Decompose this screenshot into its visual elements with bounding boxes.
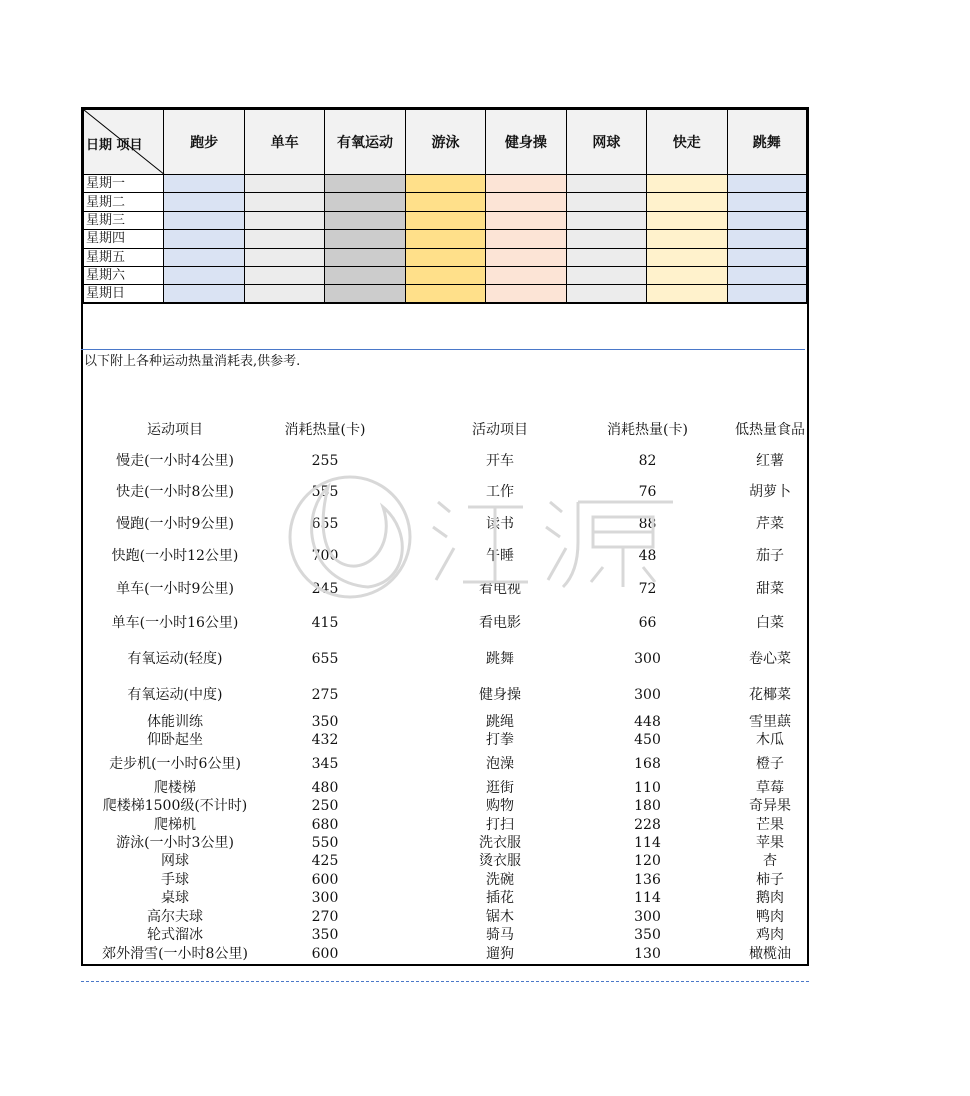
- activity-calories[interactable]: 180: [634, 798, 661, 814]
- table-row: [0, 908, 970, 926]
- exercise-name[interactable]: 桌球: [161, 890, 189, 906]
- schedule-cell[interactable]: [405, 175, 485, 193]
- exercise-calories[interactable]: 275: [311, 687, 339, 703]
- activity-name[interactable]: 打扫: [486, 817, 514, 833]
- activity-name[interactable]: 锯木: [486, 909, 514, 925]
- schedule-cell[interactable]: [164, 175, 244, 193]
- activity-name[interactable]: 插花: [486, 890, 514, 906]
- schedule-row: [84, 248, 807, 266]
- low-cal-food[interactable]: 鸭肉: [756, 909, 784, 925]
- schedule-cell[interactable]: [727, 175, 807, 193]
- low-cal-food[interactable]: 杏: [763, 853, 777, 869]
- activity-name[interactable]: 遛狗: [486, 946, 514, 962]
- corner-label: 日期 项目: [86, 138, 143, 153]
- col-header-dance[interactable]: 跳舞: [727, 110, 807, 175]
- exercise-calories[interactable]: 255: [311, 453, 339, 469]
- activity-calories[interactable]: 114: [634, 835, 661, 851]
- low-cal-food[interactable]: 苹果: [756, 835, 784, 851]
- activity-calories[interactable]: 450: [634, 732, 661, 748]
- schedule-cell[interactable]: [244, 175, 324, 193]
- table-row: [0, 945, 970, 963]
- activity-name[interactable]: 烫衣服: [479, 853, 521, 869]
- exercise-calories[interactable]: 432: [311, 732, 339, 748]
- schedule-cell[interactable]: [486, 193, 566, 211]
- exercise-name[interactable]: 高尔夫球: [147, 909, 203, 925]
- table-row: [0, 755, 970, 773]
- col-header-aerobics[interactable]: 有氧运动: [325, 110, 405, 175]
- table-row: [0, 797, 970, 815]
- exercise-name[interactable]: 快走(一小时8公里): [116, 484, 234, 500]
- table-row: [0, 852, 970, 870]
- schedule-row: [84, 193, 807, 211]
- low-cal-food[interactable]: 鹅肉: [756, 890, 784, 906]
- activity-calories[interactable]: 168: [634, 756, 661, 772]
- low-cal-food[interactable]: 木瓜: [756, 732, 784, 748]
- exercise-name[interactable]: 有氧运动(轻度): [127, 651, 223, 667]
- exercise-name[interactable]: 手球: [161, 872, 189, 888]
- activity-name[interactable]: 健身操: [479, 687, 521, 703]
- activity-name[interactable]: 洗碗: [486, 872, 514, 888]
- schedule-cell[interactable]: [486, 175, 566, 193]
- schedule-cell[interactable]: [164, 193, 244, 211]
- activity-name[interactable]: 泡澡: [486, 756, 514, 772]
- schedule-cell[interactable]: [244, 230, 324, 248]
- exercise-calories[interactable]: 680: [311, 817, 339, 833]
- exercise-calories[interactable]: 350: [311, 927, 339, 943]
- low-cal-food[interactable]: 橙子: [756, 756, 784, 772]
- schedule-cell[interactable]: [486, 248, 566, 266]
- schedule-cell[interactable]: [566, 285, 646, 304]
- day-label-cell[interactable]: 星期五: [84, 248, 164, 266]
- activity-calories[interactable]: 72: [638, 581, 657, 597]
- exercise-calories[interactable]: 250: [311, 798, 339, 814]
- exercise-calories[interactable]: 600: [311, 872, 339, 888]
- schedule-row: [84, 285, 807, 304]
- day-label-cell[interactable]: 星期日: [84, 285, 164, 304]
- table-row: [0, 926, 970, 944]
- calorie-header-cell[interactable]: 运动项目: [147, 422, 203, 438]
- schedule-cell[interactable]: [325, 230, 405, 248]
- exercise-name[interactable]: 爬楼梯: [154, 780, 196, 796]
- schedule-cell[interactable]: [727, 193, 807, 211]
- activity-name[interactable]: 洗衣服: [479, 835, 521, 851]
- table-row: [0, 889, 970, 907]
- schedule-cell[interactable]: [405, 230, 485, 248]
- exercise-name[interactable]: 单车(一小时16公里): [111, 615, 239, 631]
- exercise-name[interactable]: 仰卧起坐: [147, 732, 203, 748]
- schedule-cell[interactable]: [244, 193, 324, 211]
- activity-name[interactable]: 购物: [486, 798, 514, 814]
- activity-calories[interactable]: 300: [634, 909, 661, 925]
- exercise-name[interactable]: 快跑(一小时12公里): [111, 548, 239, 564]
- calorie-header-cell[interactable]: 消耗热量(卡): [607, 422, 688, 438]
- exercise-calories[interactable]: 245: [311, 581, 339, 597]
- activity-calories[interactable]: 228: [634, 817, 661, 833]
- activity-name[interactable]: 读书: [486, 516, 514, 532]
- col-header-fitness[interactable]: 健身操: [486, 110, 566, 175]
- schedule-cell[interactable]: [566, 266, 646, 284]
- schedule-cell[interactable]: [566, 193, 646, 211]
- schedule-cell[interactable]: [647, 266, 727, 284]
- exercise-calories[interactable]: 425: [311, 853, 339, 869]
- exercise-name[interactable]: 爬楼梯1500级(不计时): [102, 798, 248, 814]
- low-cal-food[interactable]: 芹菜: [756, 516, 784, 532]
- low-cal-food[interactable]: 红薯: [756, 453, 784, 469]
- schedule-cell[interactable]: [647, 175, 727, 193]
- exercise-calories[interactable]: 655: [311, 651, 339, 667]
- schedule-cell[interactable]: [405, 211, 485, 229]
- day-label-cell[interactable]: 星期四: [84, 230, 164, 248]
- exercise-calories[interactable]: 555: [311, 484, 339, 500]
- calorie-header-cell[interactable]: 低热量食品: [735, 422, 805, 438]
- exercise-name[interactable]: 慢跑(一小时9公里): [116, 516, 234, 532]
- activity-name[interactable]: 骑马: [486, 927, 514, 943]
- reference-note: 以下附上各种运动热量消耗表,供参考.: [84, 354, 301, 369]
- exercise-name[interactable]: 慢走(一小时4公里): [116, 453, 234, 469]
- schedule-cell[interactable]: [647, 230, 727, 248]
- table-row: [0, 871, 970, 889]
- schedule-cell[interactable]: [566, 248, 646, 266]
- exercise-name[interactable]: 爬梯机: [154, 817, 196, 833]
- exercise-calories[interactable]: 550: [311, 835, 339, 851]
- table-row: [0, 731, 970, 749]
- day-label-cell[interactable]: 星期三: [84, 211, 164, 229]
- activity-calories[interactable]: 136: [634, 872, 661, 888]
- schedule-cell[interactable]: [164, 248, 244, 266]
- exercise-name[interactable]: 体能训练: [147, 714, 203, 730]
- schedule-cell[interactable]: [244, 211, 324, 229]
- exercise-calories[interactable]: 600: [311, 946, 339, 962]
- schedule-cell[interactable]: [486, 266, 566, 284]
- table-row: [0, 713, 970, 731]
- schedule-cell[interactable]: [164, 285, 244, 304]
- schedule-cell[interactable]: [647, 285, 727, 304]
- schedule-header-row: [84, 110, 807, 175]
- exercise-name[interactable]: 郊外滑雪(一小时8公里): [102, 946, 248, 962]
- schedule-cell[interactable]: [486, 211, 566, 229]
- corner-cell[interactable]: [84, 110, 164, 175]
- schedule-cell[interactable]: [405, 285, 485, 304]
- activity-calories[interactable]: 448: [634, 714, 661, 730]
- low-cal-food[interactable]: 茄子: [756, 548, 784, 564]
- day-label-cell[interactable]: 星期二: [84, 193, 164, 211]
- activity-name[interactable]: 工作: [486, 484, 514, 500]
- schedule-cell[interactable]: [727, 211, 807, 229]
- activity-name[interactable]: 开车: [486, 453, 514, 469]
- col-header-swimming[interactable]: 游泳: [405, 110, 485, 175]
- col-header-running[interactable]: 跑步: [164, 110, 244, 175]
- weekly-schedule-table: [83, 109, 807, 304]
- schedule-cell[interactable]: [727, 285, 807, 304]
- col-header-cycling[interactable]: 单车: [244, 110, 324, 175]
- table-row: [0, 452, 970, 470]
- schedule-cell[interactable]: [325, 248, 405, 266]
- schedule-cell[interactable]: [566, 175, 646, 193]
- exercise-calories[interactable]: 300: [311, 890, 339, 906]
- table-row: [0, 580, 970, 598]
- schedule-cell[interactable]: [164, 230, 244, 248]
- schedule-cell[interactable]: [727, 230, 807, 248]
- low-cal-food[interactable]: 柿子: [756, 872, 784, 888]
- calorie-header-cell[interactable]: 消耗热量(卡): [284, 422, 366, 438]
- table-row: [0, 779, 970, 797]
- low-cal-food[interactable]: 草莓: [756, 780, 784, 796]
- table-row: [0, 614, 970, 632]
- activity-name[interactable]: 打拳: [486, 732, 514, 748]
- activity-calories[interactable]: 48: [638, 548, 657, 564]
- page-break-dashed-line: [81, 981, 809, 982]
- schedule-cell[interactable]: [647, 193, 727, 211]
- activity-name[interactable]: 午睡: [486, 548, 514, 564]
- low-cal-food[interactable]: 卷心菜: [749, 651, 791, 667]
- schedule-cell[interactable]: [566, 230, 646, 248]
- exercise-name[interactable]: 有氧运动(中度): [127, 687, 223, 703]
- exercise-calories[interactable]: 415: [311, 615, 339, 631]
- activity-name[interactable]: 看电视: [479, 581, 521, 597]
- schedule-row: [84, 230, 807, 248]
- day-label-cell[interactable]: 星期一: [84, 175, 164, 193]
- activity-name[interactable]: 看电影: [479, 615, 521, 631]
- schedule-cell[interactable]: [325, 211, 405, 229]
- table-row: [0, 483, 970, 501]
- schedule-cell[interactable]: [405, 248, 485, 266]
- exercise-calories[interactable]: 270: [311, 909, 339, 925]
- col-header-brisk-walk[interactable]: 快走: [647, 110, 727, 175]
- schedule-cell[interactable]: [325, 285, 405, 304]
- schedule-cell[interactable]: [325, 193, 405, 211]
- col-header-tennis[interactable]: 网球: [566, 110, 646, 175]
- table-row: [0, 650, 970, 668]
- schedule-row: [84, 175, 807, 193]
- schedule-cell[interactable]: [727, 266, 807, 284]
- exercise-name[interactable]: 网球: [161, 853, 189, 869]
- activity-calories[interactable]: 120: [634, 853, 661, 869]
- table-row: [0, 834, 970, 852]
- table-row: [0, 816, 970, 834]
- schedule-cell[interactable]: [486, 285, 566, 304]
- exercise-name[interactable]: 轮式溜冰: [147, 927, 203, 943]
- exercise-name[interactable]: 游泳(一小时3公里): [116, 835, 234, 851]
- schedule-cell[interactable]: [325, 175, 405, 193]
- schedule-cell[interactable]: [244, 285, 324, 304]
- exercise-calories[interactable]: 345: [311, 756, 339, 772]
- activity-calories[interactable]: 130: [634, 946, 661, 962]
- schedule-cell[interactable]: [405, 266, 485, 284]
- low-cal-food[interactable]: 甜菜: [756, 581, 784, 597]
- schedule-cell[interactable]: [244, 248, 324, 266]
- activity-calories[interactable]: 114: [634, 890, 661, 906]
- activity-name[interactable]: 跳舞: [486, 651, 514, 667]
- activity-calories[interactable]: 350: [634, 927, 661, 943]
- schedule-cell[interactable]: [405, 193, 485, 211]
- low-cal-food[interactable]: 花椰菜: [749, 687, 791, 703]
- table-row: [0, 686, 970, 704]
- schedule-cell[interactable]: [325, 266, 405, 284]
- schedule-cell[interactable]: [164, 211, 244, 229]
- activity-calories[interactable]: 300: [634, 687, 661, 703]
- schedule-cell[interactable]: [647, 248, 727, 266]
- schedule-cell[interactable]: [727, 248, 807, 266]
- calorie-header-cell[interactable]: 活动项目: [472, 422, 528, 438]
- low-cal-food[interactable]: 鸡肉: [756, 927, 784, 943]
- activity-calories[interactable]: 300: [634, 651, 661, 667]
- activity-calories[interactable]: 82: [638, 453, 657, 469]
- calorie-header-row: [0, 421, 970, 439]
- activity-name[interactable]: 跳绳: [486, 714, 514, 730]
- activity-calories[interactable]: 76: [638, 484, 657, 500]
- exercise-name[interactable]: 走步机(一小时6公里): [109, 756, 241, 772]
- day-label-cell[interactable]: 星期六: [84, 266, 164, 284]
- low-cal-food[interactable]: 奇异果: [749, 798, 791, 814]
- activity-calories[interactable]: 66: [638, 615, 657, 631]
- exercise-calories[interactable]: 700: [311, 548, 339, 564]
- schedule-cell[interactable]: [164, 266, 244, 284]
- schedule-body: [84, 175, 807, 304]
- exercise-calories[interactable]: 655: [311, 516, 339, 532]
- table-row: [0, 547, 970, 565]
- activity-calories[interactable]: 110: [634, 780, 661, 796]
- low-cal-food[interactable]: 白菜: [756, 615, 784, 631]
- activity-calories[interactable]: 88: [638, 516, 657, 532]
- schedule-cell[interactable]: [647, 211, 727, 229]
- low-cal-food[interactable]: 胡萝卜: [749, 484, 791, 500]
- schedule-cell[interactable]: [244, 266, 324, 284]
- exercise-calories[interactable]: 480: [311, 780, 339, 796]
- low-cal-food[interactable]: 雪里蕻: [749, 714, 791, 730]
- low-cal-food[interactable]: 橄榄油: [749, 946, 791, 962]
- table-row: [0, 515, 970, 533]
- activity-name[interactable]: 逛街: [486, 780, 514, 796]
- schedule-cell[interactable]: [486, 230, 566, 248]
- schedule-row: [84, 211, 807, 229]
- exercise-calories[interactable]: 350: [311, 714, 339, 730]
- schedule-row: [84, 266, 807, 284]
- exercise-name[interactable]: 单车(一小时9公里): [116, 581, 234, 597]
- low-cal-food[interactable]: 芒果: [756, 817, 784, 833]
- schedule-cell[interactable]: [566, 211, 646, 229]
